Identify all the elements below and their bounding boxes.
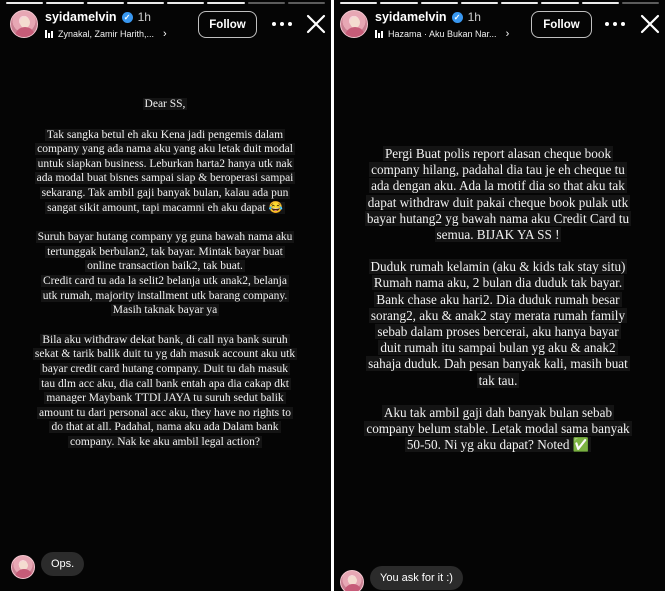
- close-icon[interactable]: [305, 13, 327, 35]
- story-text-left: [10, 97, 320, 449]
- text-line: sahaja duduk. Dah pesan banyak kali, masih buat: [368, 356, 628, 372]
- post-time: 1h: [137, 10, 151, 24]
- text-line: Duduk rumah kelamin (aku & kids tak stay situ): [370, 259, 626, 275]
- verified-badge-icon: ✓: [122, 12, 133, 23]
- text-line: company. Nak ke aku ambil legal action?: [70, 435, 260, 448]
- text-line: manager Maybank TTDI JAYA tu suruh sedut balik: [46, 392, 284, 405]
- follow-button[interactable]: Follow: [198, 11, 257, 38]
- text-line: untuk siapkan business. Leburkan harta2 hanya utk nak: [37, 157, 293, 170]
- text-line: duit rumah itu sampai bulan yg aku & anak2: [380, 340, 616, 356]
- text-line: dapat withdraw duit pakai cheque book pulak utk: [367, 194, 629, 210]
- text-line: 50-50. Ni yg aku dapat? Noted ✅: [406, 437, 590, 453]
- text-line: sekat & tarik balik duit tu yg dah masuk account aku utk: [34, 348, 296, 361]
- story-header: [375, 10, 509, 40]
- story-text-right: [340, 146, 656, 453]
- text-line: ada modal buat bisnes sampai siap & beroperasi sampai: [36, 172, 294, 185]
- verified-badge-icon: ✓: [452, 12, 463, 23]
- music-bars-icon: [45, 30, 53, 38]
- music-bars-icon: [375, 30, 383, 38]
- music-title: Hazama · Aku Bukan Nar...: [388, 29, 497, 39]
- username[interactable]: syidamelvin: [45, 10, 117, 24]
- text-line: company hilang, padahal dia tau je eh cheque tu: [371, 162, 625, 178]
- post-time: 1h: [467, 10, 481, 24]
- text-line: sekarang. Tak ambil gaji banyak bulan, kalau ada pun: [41, 186, 289, 199]
- text-line: bayar hutang2 yg bawah nama aku Credit Card tu: [366, 210, 630, 226]
- music-info[interactable]: [45, 28, 167, 40]
- text-line: Bila aku withdraw dekat bank, di call nya bank suruh: [42, 333, 288, 346]
- text-line: tak tau.: [478, 372, 518, 388]
- story-panel-right[interactable]: [334, 0, 665, 591]
- story-panel-left[interactable]: [0, 0, 331, 591]
- text-line: do that at all. Padahal, nama aku ada Dalam bank: [51, 421, 279, 434]
- text-line: tau dlm acc aku, dia call bank entah apa dia cakap dkt: [41, 377, 289, 390]
- text-line: semua. BIJAK YA SS !: [436, 227, 560, 243]
- chevron-right-icon: ›: [163, 28, 167, 40]
- username[interactable]: syidamelvin: [375, 10, 447, 24]
- text-line: Rumah nama aku, 2 bulan dia duduk tak bayar.: [373, 275, 623, 291]
- text-line: Suruh bayar hutang company yg guna bawah nama aku: [37, 231, 293, 244]
- text-line: sangat sikit amount, tapi macamni eh aku dapat 😂: [47, 201, 283, 214]
- avatar[interactable]: [10, 10, 38, 38]
- text-line: Masih taknak bayar ya: [112, 304, 218, 317]
- music-info[interactable]: [375, 28, 509, 40]
- story-progress-bar: [6, 2, 325, 4]
- text-line: utk rumah, majority installment utk barang company.: [42, 289, 288, 302]
- text-line: Bank chase aku hari2. Dia duduk rumah besar: [376, 291, 620, 307]
- close-icon[interactable]: [639, 13, 661, 35]
- text-line: company belum stable. Letak modal sama banyak: [366, 421, 630, 437]
- reply-bubble[interactable]: You ask for it :): [370, 566, 463, 590]
- text-line: online transaction baik2, tak buat.: [87, 260, 243, 273]
- more-icon[interactable]: [272, 14, 292, 34]
- text-line: Aku tak ambil gaji dah banyak bulan sebab: [383, 404, 613, 420]
- text-line: bayar credit card hutang company. Duit tu dah masuk: [41, 362, 289, 375]
- more-icon[interactable]: [605, 14, 625, 34]
- text-line: tertunggak berbulan2, tak bayar. Mintak bayar buat: [47, 245, 283, 258]
- story-header: [45, 10, 167, 40]
- story-progress-bar: [340, 2, 659, 4]
- text-line: sorang2, aku & anak2 stay merata rumah family: [370, 307, 626, 323]
- text-line: Credit card tu ada la selit2 belanja utk anak2, belanja: [43, 274, 287, 287]
- follow-button[interactable]: Follow: [531, 11, 592, 38]
- text-line: Tak sangka betul eh aku Kena jadi pengemis dalam: [46, 128, 284, 141]
- text-line: ada dengan aku. Ada la motif dia so that aku tak: [371, 178, 625, 194]
- avatar[interactable]: [340, 10, 368, 38]
- text-line: company yang ada nama aku yang aku letak duit modal: [37, 143, 293, 156]
- greeting: Dear SS,: [144, 98, 186, 110]
- reply-avatar[interactable]: [340, 570, 364, 591]
- text-line: Pergi Buat polis report alasan cheque book: [384, 146, 612, 161]
- chevron-right-icon: ›: [505, 28, 510, 40]
- reply-bubble[interactable]: Ops.: [41, 552, 84, 576]
- reply-avatar[interactable]: [11, 555, 35, 579]
- music-title: Zynakal, Zamir Harith,...: [58, 29, 155, 39]
- text-line: amount tu dari personal acc aku, they have no rights to: [39, 406, 291, 419]
- text-line: sebab dalam proses bercerai, aku hanya bayar: [377, 324, 619, 340]
